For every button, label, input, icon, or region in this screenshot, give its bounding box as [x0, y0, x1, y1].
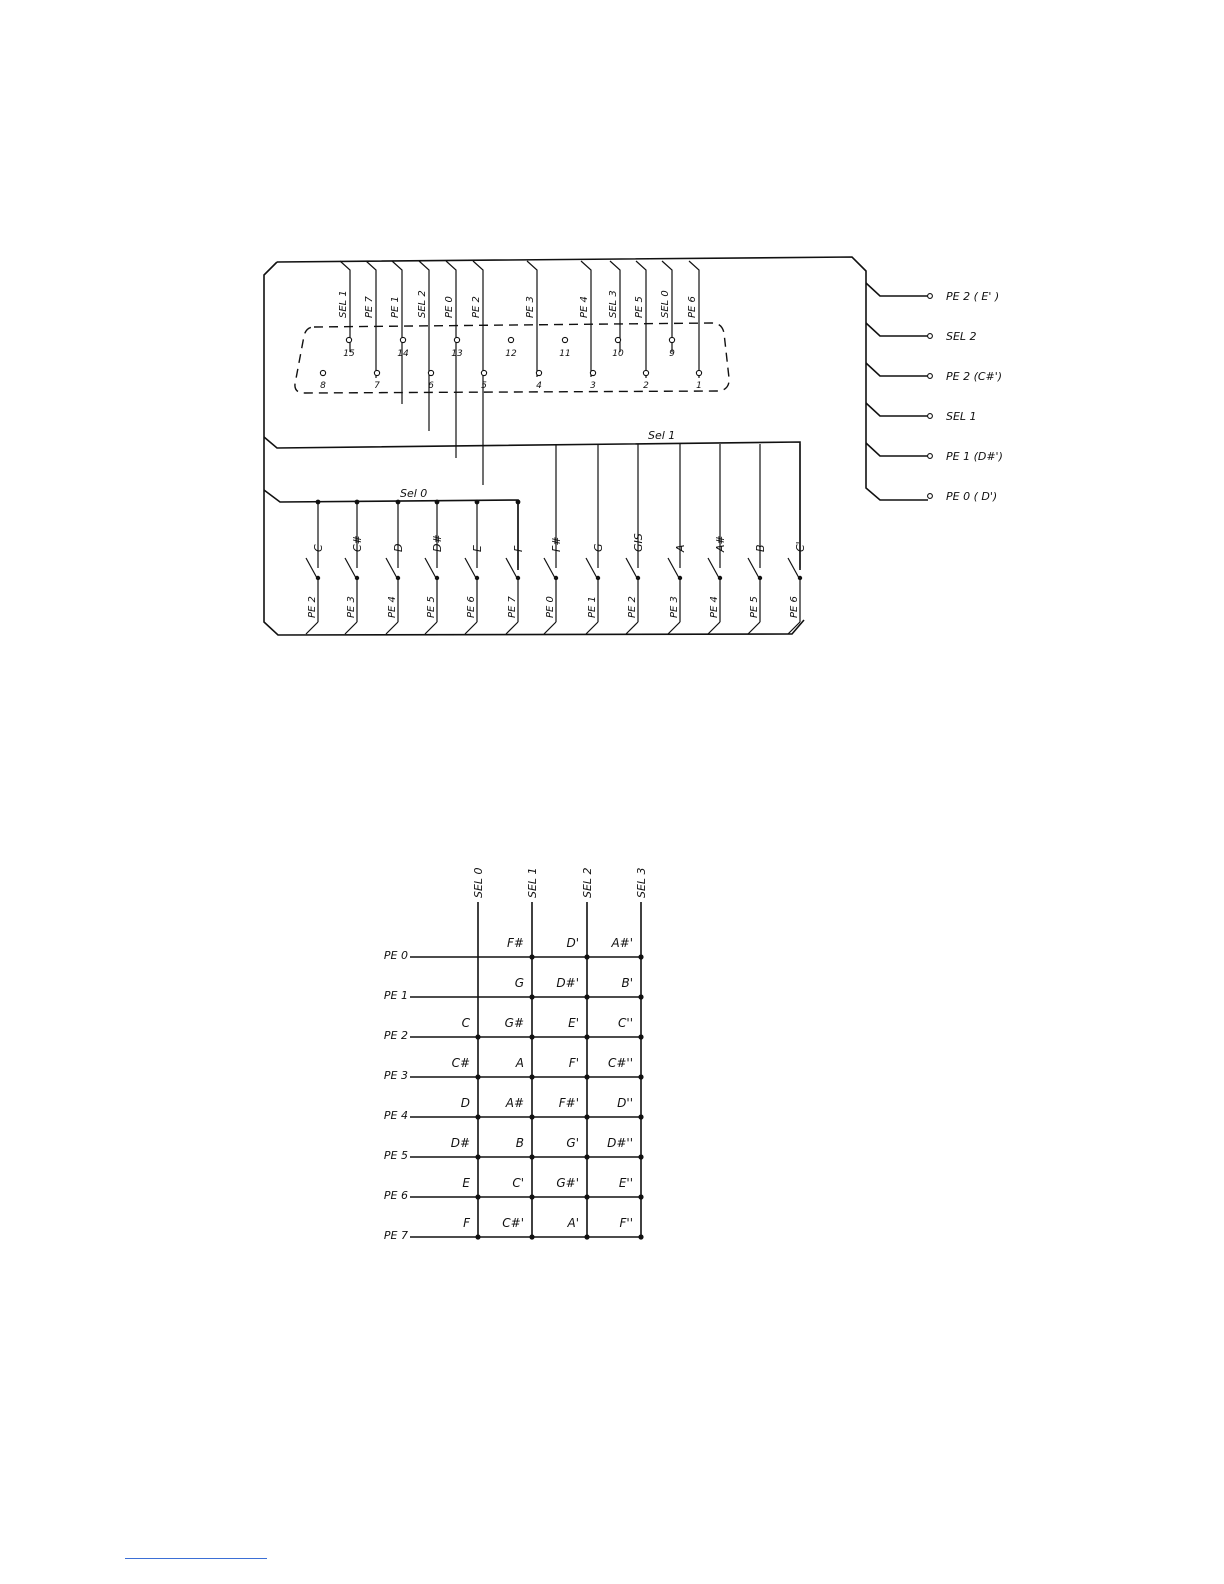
crosspoint-dot — [475, 1114, 480, 1119]
key-wire — [668, 622, 680, 634]
crosspoint-dot — [475, 1194, 480, 1199]
pin-number: 7 — [374, 381, 380, 391]
row-label: PE 2 — [383, 1029, 408, 1042]
key-pe-label: PE 1 — [587, 596, 598, 618]
crosspoint-dot — [638, 954, 643, 959]
crosspoint-dot — [584, 1114, 589, 1119]
pin-number: 9 — [669, 349, 675, 359]
junction-dot — [435, 500, 440, 505]
signal-label: PE 2 — [471, 296, 482, 318]
switch-blade — [345, 558, 356, 578]
row-label: PE 4 — [383, 1109, 408, 1122]
matrix-note: B' — [621, 976, 633, 990]
key-wire — [626, 622, 638, 634]
key-note-label: A — [674, 544, 687, 552]
connector-pin — [669, 337, 674, 342]
matrix-note: F — [463, 1216, 470, 1230]
key-pe-label: PE 7 — [507, 596, 518, 618]
key-wire — [345, 622, 357, 634]
matrix-note: C#' — [502, 1216, 524, 1230]
key-switch — [544, 444, 563, 634]
signal-label: PE 3 — [525, 296, 536, 318]
switch-blade — [626, 558, 637, 578]
output-terminal — [928, 454, 933, 459]
key-switch — [465, 500, 484, 634]
matrix-note: D#' — [556, 976, 579, 990]
key-wire — [544, 622, 556, 634]
output-terminal — [928, 374, 933, 379]
output-label: SEL 2 — [946, 330, 977, 343]
signal-label: PE 7 — [364, 296, 375, 318]
matrix-note: A' — [567, 1216, 579, 1230]
output-label: PE 0 ( D') — [946, 490, 998, 503]
signal-line — [392, 261, 402, 404]
key-switch — [506, 500, 525, 634]
crosspoint-dot — [638, 1154, 643, 1159]
switch-blade — [788, 558, 799, 578]
crosspoint-dot — [529, 1114, 534, 1119]
crosspoint-dot — [638, 1074, 643, 1079]
crosspoint-dot — [475, 1034, 480, 1039]
connector-pin — [320, 370, 325, 375]
matrix-note: E' — [568, 1016, 579, 1030]
output-terminal — [928, 294, 933, 299]
matrix-note: G#' — [556, 1176, 579, 1190]
key-note-label: F# — [550, 536, 563, 552]
crosspoint-dot — [584, 1234, 589, 1239]
matrix-note: C' — [512, 1176, 524, 1190]
switch-contact — [475, 576, 479, 580]
key-note-label: F — [512, 545, 525, 552]
connector-pin — [590, 370, 595, 375]
switch-blade — [306, 558, 317, 578]
key-note-label: C' — [794, 541, 807, 552]
connector-pin — [454, 337, 459, 342]
matrix-note: C'' — [618, 1016, 633, 1030]
connector-pin — [562, 337, 567, 342]
matrix-note: E'' — [618, 1176, 633, 1190]
key-switch — [626, 444, 645, 634]
matrix-note: C# — [451, 1056, 470, 1070]
matrix-note: D' — [566, 936, 579, 950]
crosspoint-dot — [529, 1034, 534, 1039]
crosspoint-dot — [529, 1154, 534, 1159]
key-note-label: D# — [431, 534, 444, 552]
connector-pin — [400, 337, 405, 342]
column-label: SEL 0 — [472, 867, 485, 898]
pin-number: 3 — [590, 381, 596, 391]
matrix-note: F'' — [619, 1216, 633, 1230]
key-wire — [708, 622, 720, 634]
switch-contact — [355, 576, 359, 580]
connector-pin — [374, 370, 379, 375]
matrix-note: A — [515, 1056, 524, 1070]
key-pe-label: PE 3 — [669, 596, 680, 618]
signal-line — [636, 261, 646, 378]
connector-pin — [428, 370, 433, 375]
connector-pin — [346, 337, 351, 342]
crosspoint-dot — [529, 954, 534, 959]
crosspoint-dot — [529, 1194, 534, 1199]
crosspoint-dot — [475, 1154, 480, 1159]
crosspoint-dot — [638, 1114, 643, 1119]
switch-contact — [678, 576, 682, 580]
column-label: SEL 2 — [581, 867, 594, 898]
key-wire — [506, 622, 518, 634]
signal-line — [419, 261, 429, 431]
switch-contact — [636, 576, 640, 580]
connector-pin — [536, 370, 541, 375]
switch-contact — [596, 576, 600, 580]
row-label: PE 0 — [383, 949, 408, 962]
matrix-note: F' — [568, 1056, 579, 1070]
matrix-note: G' — [566, 1136, 579, 1150]
matrix-note: D'' — [617, 1096, 633, 1110]
key-pe-label: PE 2 — [627, 596, 638, 618]
pin-number: 6 — [428, 381, 434, 391]
signal-label: SEL 0 — [660, 290, 671, 318]
output-terminal — [928, 414, 933, 419]
key-pe-label: PE 4 — [387, 596, 398, 618]
key-wire — [425, 622, 437, 634]
matrix-note: C — [461, 1016, 470, 1030]
key-note-label: E — [471, 545, 484, 552]
connector-pin — [508, 337, 513, 342]
signal-label: PE 4 — [579, 296, 590, 318]
key-pe-label: PE 2 — [307, 596, 318, 618]
matrix-note: D — [460, 1096, 470, 1110]
key-switch — [345, 500, 364, 634]
switch-blade — [386, 558, 397, 578]
key-pe-label: PE 3 — [346, 596, 357, 618]
switch-contact — [396, 576, 400, 580]
pin-number: 13 — [451, 349, 463, 359]
matrix-note: G — [514, 976, 524, 990]
key-pe-label: PE 5 — [749, 596, 760, 618]
switch-blade — [708, 558, 719, 578]
signal-label: SEL 2 — [417, 290, 428, 318]
signal-line — [689, 261, 699, 378]
output-label: PE 1 (D#') — [946, 450, 1003, 463]
key-switch — [788, 444, 807, 634]
row-label: PE 7 — [383, 1229, 408, 1242]
key-switch — [586, 444, 605, 634]
column-label: SEL 3 — [635, 867, 648, 898]
switch-blade — [465, 558, 476, 578]
switch-contact — [435, 576, 439, 580]
crosspoint-dot — [638, 1234, 643, 1239]
sel1-bus-label: Sel 1 — [648, 429, 676, 442]
matrix-note: F#' — [558, 1096, 579, 1110]
upper-dynamic-layer — [306, 261, 1003, 634]
connector-pin — [615, 337, 620, 342]
key-switch — [748, 444, 767, 634]
column-label: SEL 1 — [526, 867, 539, 898]
switch-blade — [668, 558, 679, 578]
pin-number: 12 — [505, 349, 517, 359]
matrix-note: B — [515, 1136, 524, 1150]
switch-blade — [425, 558, 436, 578]
connector-pin — [481, 370, 486, 375]
signal-label: PE 6 — [687, 296, 698, 318]
matrix-note: D# — [450, 1136, 470, 1150]
footnote-rule — [125, 1558, 267, 1559]
key-switch — [425, 500, 444, 634]
pin-number: 14 — [397, 349, 409, 359]
key-wire — [386, 622, 398, 634]
key-switch — [668, 444, 687, 634]
key-wire — [465, 622, 477, 634]
matrix-note: F# — [507, 936, 524, 950]
matrix-note: G# — [504, 1016, 524, 1030]
sel0-bus-label: Sel 0 — [400, 487, 428, 500]
connector-pin — [696, 370, 701, 375]
output-label: SEL 1 — [946, 410, 977, 423]
signal-label: PE 1 — [390, 296, 401, 318]
switch-contact — [798, 576, 802, 580]
crosspoint-dot — [584, 1154, 589, 1159]
pin-number: 2 — [643, 381, 649, 391]
switch-contact — [516, 576, 520, 580]
junction-dot — [396, 500, 401, 505]
crosspoint-dot — [475, 1074, 480, 1079]
pin-number: 10 — [612, 349, 624, 359]
matrix-note: A#' — [611, 936, 633, 950]
pin-number: 4 — [536, 381, 542, 391]
signal-label: PE 0 — [444, 296, 455, 318]
switch-contact — [554, 576, 558, 580]
row-label: PE 1 — [383, 989, 408, 1002]
crosspoint-dot — [638, 1194, 643, 1199]
matrix-note: A# — [505, 1096, 524, 1110]
crosspoint-dot — [638, 1034, 643, 1039]
key-pe-label: PE 6 — [789, 596, 800, 618]
signal-line — [581, 261, 591, 377]
pin-number: 11 — [559, 349, 571, 359]
signal-label: SEL 1 — [338, 290, 349, 318]
crosspoint-dot — [529, 1074, 534, 1079]
key-note-label: G — [592, 543, 605, 552]
crosspoint-dot — [529, 994, 534, 999]
row-label: PE 3 — [383, 1069, 408, 1082]
crosspoint-dot — [584, 1034, 589, 1039]
signal-label: SEL 3 — [608, 290, 619, 318]
pin-number: 8 — [320, 381, 326, 391]
crosspoint-dot — [584, 1074, 589, 1079]
crosspoint-dot — [584, 1194, 589, 1199]
switch-blade — [544, 558, 555, 578]
key-note-label: C — [312, 544, 325, 552]
switch-contact — [316, 576, 320, 580]
key-switch — [708, 444, 727, 634]
output-terminal — [928, 494, 933, 499]
crosspoint-dot — [475, 1234, 480, 1239]
pin-number: 5 — [481, 381, 487, 391]
signal-label: PE 5 — [634, 296, 645, 318]
crosspoint-dot — [638, 994, 643, 999]
output-label: PE 2 (C#') — [946, 370, 1003, 383]
junction-dot — [475, 500, 480, 505]
key-wire — [748, 622, 760, 634]
connector-pin — [643, 370, 648, 375]
junction-dot — [516, 500, 521, 505]
matrix-note: C#'' — [607, 1056, 633, 1070]
key-pe-label: PE 4 — [709, 596, 720, 618]
key-wire — [306, 622, 318, 634]
matrix-note: D#'' — [607, 1136, 633, 1150]
key-switch — [386, 500, 405, 634]
switch-contact — [718, 576, 722, 580]
key-note-label: A# — [714, 535, 727, 552]
matrix-note: E — [462, 1176, 470, 1190]
switch-blade — [748, 558, 759, 578]
switch-blade — [506, 558, 517, 578]
row-label: PE 6 — [383, 1189, 408, 1202]
crosspoint-dot — [529, 1234, 534, 1239]
output-label: PE 2 ( E' ) — [946, 290, 1000, 303]
switch-contact — [758, 576, 762, 580]
key-note-label: B — [754, 544, 767, 552]
key-pe-label: PE 0 — [545, 596, 556, 618]
key-note-label: C# — [351, 535, 364, 552]
key-note-label: GIS — [632, 533, 645, 552]
crosspoint-dot — [584, 994, 589, 999]
signal-line — [527, 261, 537, 377]
key-pe-label: PE 6 — [466, 596, 477, 618]
key-note-label: D — [392, 543, 405, 552]
pin-number: 15 — [343, 349, 355, 359]
output-terminal — [928, 334, 933, 339]
key-pe-label: PE 5 — [426, 596, 437, 618]
key-wire — [586, 622, 598, 634]
pin-number: 1 — [696, 381, 702, 391]
switch-blade — [586, 558, 597, 578]
crosspoint-dot — [584, 954, 589, 959]
key-switch — [306, 500, 325, 634]
signal-line — [366, 261, 376, 378]
junction-dot — [355, 500, 360, 505]
row-label: PE 5 — [383, 1149, 408, 1162]
note-matrix — [384, 867, 648, 1242]
signal-line — [446, 261, 456, 458]
junction-dot — [316, 500, 321, 505]
